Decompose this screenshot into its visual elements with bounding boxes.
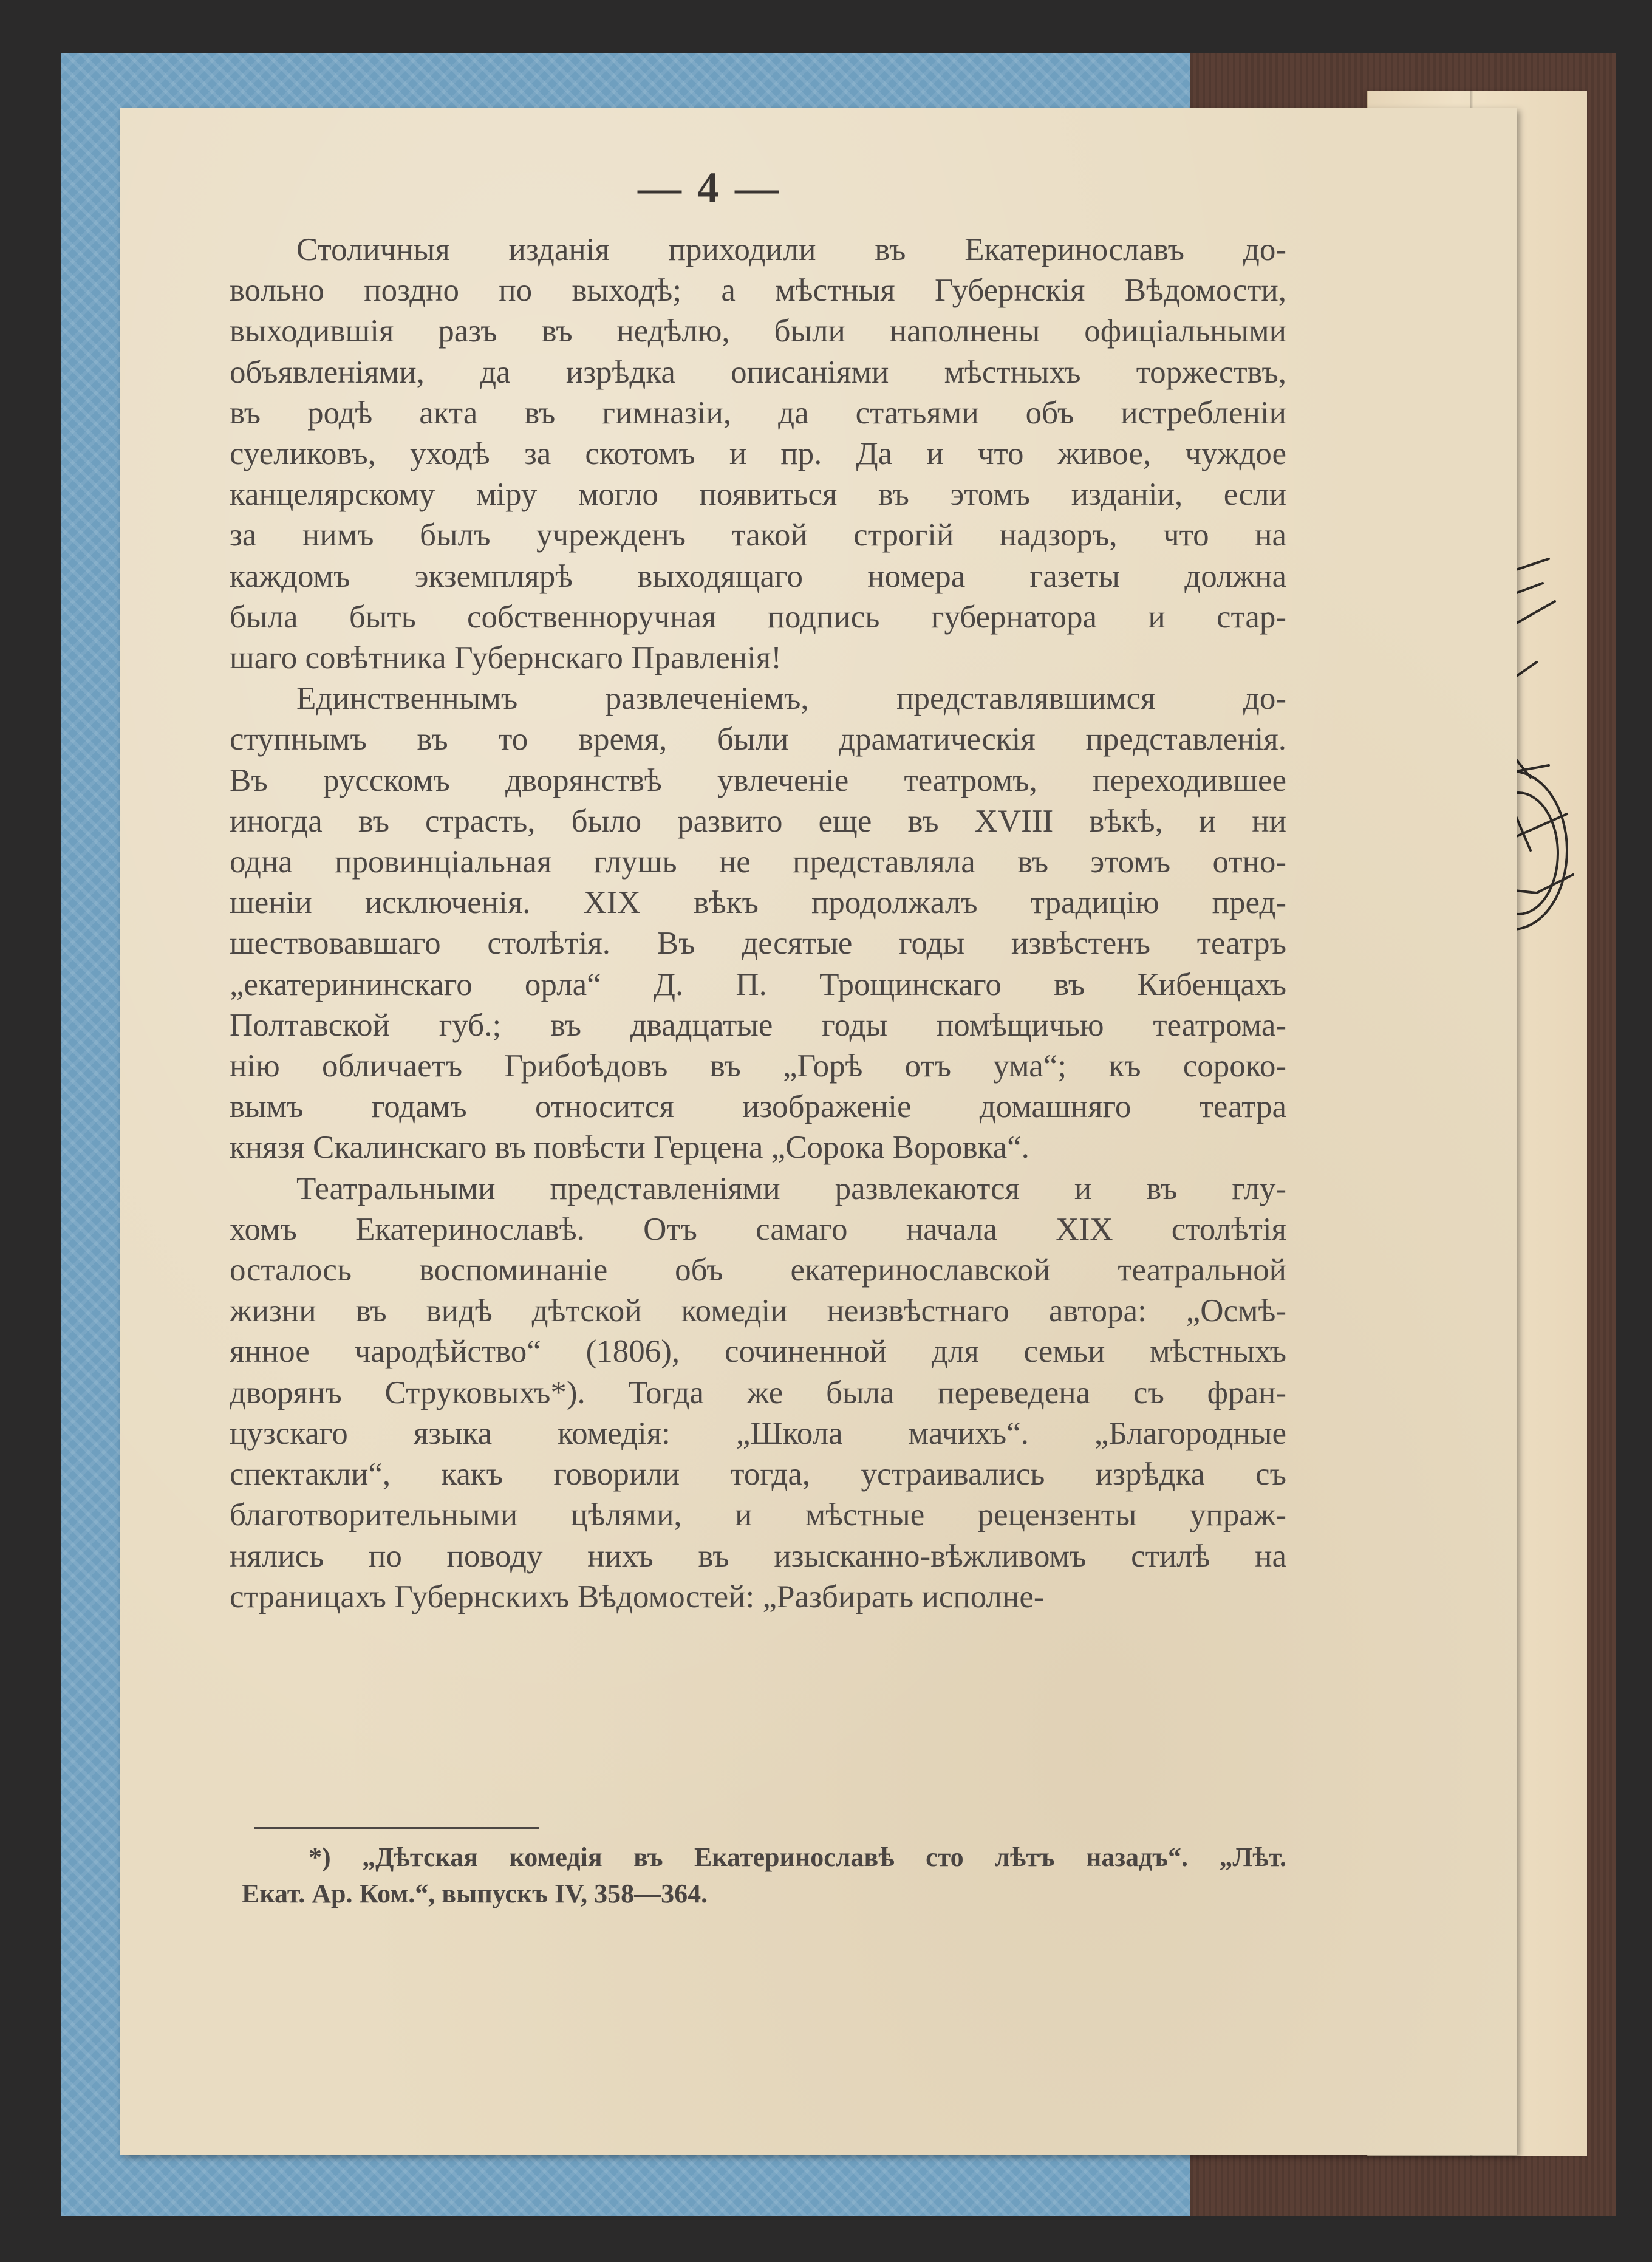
text-line: иногда въ страсть, было развито еще въ XVIII вѣкѣ, и ни — [230, 803, 1286, 839]
text-line: благотворительными цѣлями, и мѣстные рецензенты упраж- — [230, 1497, 1286, 1533]
text-line: вымъ годамъ относится изображеніе домашняго театра — [230, 1089, 1286, 1125]
text-line: нію обличаетъ Грибоѣдовъ въ „Горѣ отъ ума“; къ сороко- — [230, 1048, 1286, 1084]
printed-page — [120, 108, 1517, 2155]
footnote-line: *) „Дѣтская комедія въ Екатеринославѣ сто лѣтъ назадъ“. „Лѣт. — [309, 1842, 1286, 1872]
body-text — [230, 230, 1286, 1618]
text-line: была быть собственноручная подпись губернатора и стар- — [230, 599, 1286, 635]
text-line: шествовавшаго столѣтія. Въ десятые годы извѣстенъ театръ — [230, 926, 1286, 962]
text-line: Столичныя изданія приходили въ Екатеринославъ до- — [296, 232, 1286, 267]
text-line: шаго совѣтника Губернскаго Правленія! — [230, 640, 782, 676]
text-line: князя Скалинскаго въ повѣсти Герцена „Сорока Воровка“. — [230, 1130, 1029, 1166]
text-line: янное чародѣйство“ (1806), сочиненной для семьи мѣстныхъ — [230, 1334, 1286, 1370]
text-line: вольно поздно по выходѣ; а мѣстныя Губернскія Вѣдомости, — [230, 273, 1286, 309]
text-line: объявленіями, да изрѣдка описаніями мѣстныхъ торжествъ, — [230, 354, 1286, 390]
text-line: за нимъ былъ учрежденъ такой строгій надзоръ, что на — [230, 518, 1286, 553]
text-line: осталось воспоминаніе объ екатеринославской театральной — [230, 1252, 1286, 1288]
text-line: Полтавской губ.; въ двадцатые годы помѣщичью театрома- — [230, 1007, 1286, 1043]
text-line: хомъ Екатеринославѣ. Отъ самаго начала XIX столѣтія — [230, 1211, 1286, 1247]
text-line: канцелярскому міру могло появиться въ этомъ изданіи, если — [230, 477, 1286, 513]
text-line: одна провинціальная глушь не представляла въ этомъ отно- — [230, 844, 1286, 880]
text-line: шеніи исключенія. XIX вѣкъ продолжалъ традицію пред- — [230, 885, 1286, 921]
text-line: дворянъ Струковыхъ*). Тогда же была переведена съ фран- — [230, 1375, 1286, 1410]
footnote — [242, 1839, 1286, 1912]
text-line: выходившія разъ въ недѣлю, были наполнены офиціальными — [230, 313, 1286, 349]
text-line: цузскаго языка комедія: „Школа мачихъ“. „Благородные — [230, 1415, 1286, 1451]
text-line: каждомъ экземплярѣ выходящаго номера газеты должна — [230, 558, 1286, 594]
text-line: Театральными представленіями развлекаются и въ глу- — [296, 1170, 1286, 1206]
text-line: Въ русскомъ дворянствѣ увлеченіе театромъ, переходившее — [230, 762, 1286, 798]
text-line: жизни въ видѣ дѣтской комедіи неизвѣстнаго автора: „Осмѣ- — [230, 1293, 1286, 1329]
text-line: Единственнымъ развлеченіемъ, представлявшимся до- — [296, 681, 1286, 717]
text-line: спектакли“, какъ говорили тогда, устраивались изрѣдка съ — [230, 1457, 1286, 1492]
text-line: суеликовъ, уходѣ за скотомъ и пр. Да и что живое, чуждое — [230, 436, 1286, 472]
text-line: ступнымъ въ то время, были драматическія представленія. — [230, 722, 1286, 757]
footnote-line: Екат. Ар. Ком.“, выпускъ IV, 358—364. — [242, 1879, 708, 1908]
text-line: въ родѣ акта въ гимназіи, да статьями объ истребленіи — [230, 395, 1286, 431]
text-line: „екатерининскаго орла“ Д. П. Трощинскаго въ Кибенцахъ — [230, 966, 1286, 1002]
page-number: — 4 — — [638, 163, 781, 212]
text-line: страницахъ Губернскихъ Вѣдомостей: „Разбирать исполне- — [230, 1579, 1045, 1614]
text-line: нялись по поводу нихъ въ изысканно-вѣжливомъ стилѣ на — [230, 1538, 1286, 1574]
footnote-rule — [254, 1827, 539, 1829]
